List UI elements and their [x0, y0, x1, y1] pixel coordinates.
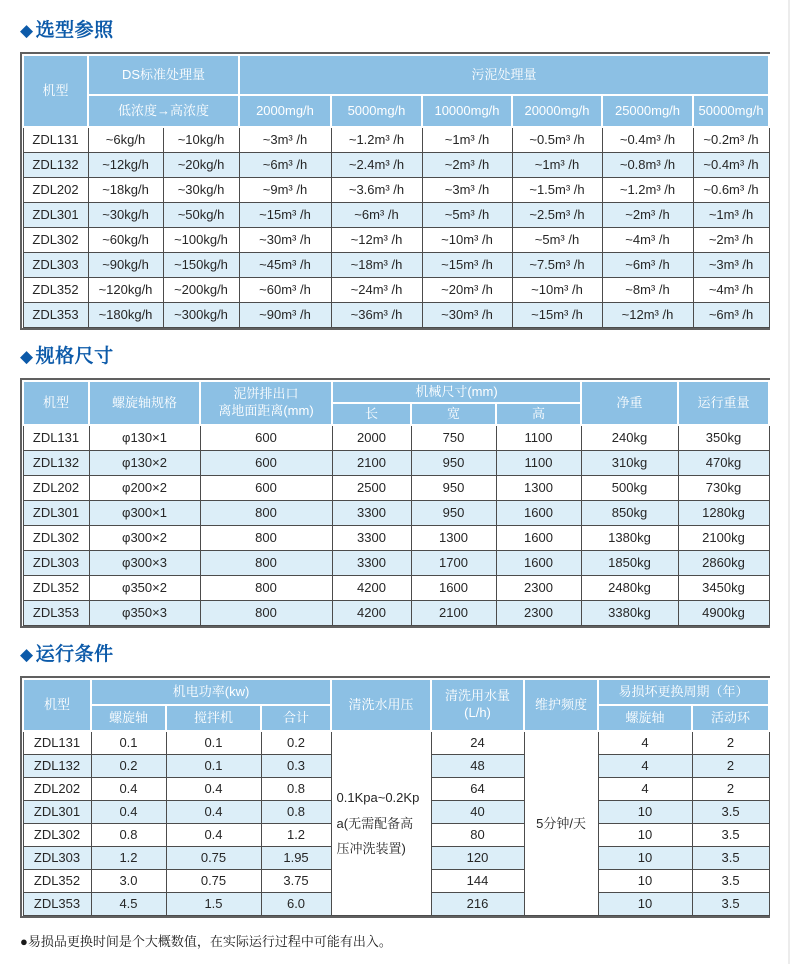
selection-table	[22, 54, 770, 328]
cell: ~1m³ /h	[422, 127, 512, 153]
cell: 2500	[332, 476, 411, 501]
model-cell: ZDL353	[23, 303, 88, 328]
cell: 950	[411, 451, 496, 476]
cell: 850kg	[581, 501, 678, 526]
cell: ~60kg/h	[88, 228, 163, 253]
cell: ~20m³ /h	[422, 278, 512, 303]
cell: ~30kg/h	[88, 203, 163, 228]
col-header-power-total: 合计	[261, 705, 331, 731]
cell: ~6m³ /h	[239, 153, 331, 178]
table-row	[23, 476, 769, 501]
model-cell: ZDL353	[23, 601, 89, 626]
section-title-selection	[20, 19, 770, 43]
cell: 1100	[496, 425, 581, 451]
model-cell: ZDL353	[23, 893, 91, 916]
col-header-maintenance: 维护频度	[524, 679, 598, 731]
cell: 10	[598, 824, 692, 847]
cell: 1300	[411, 526, 496, 551]
cell: 350kg	[678, 425, 769, 451]
cell: 3.5	[692, 824, 769, 847]
col-header-ds-capacity: DS标准处理量	[88, 55, 239, 95]
cell: ~3m³ /h	[422, 178, 512, 203]
cell: ~1.2m³ /h	[602, 178, 693, 203]
table-row	[23, 203, 769, 228]
model-cell: ZDL303	[23, 253, 88, 278]
cell: ~300kg/h	[163, 303, 239, 328]
cell: 800	[200, 601, 332, 626]
cell: 800	[200, 551, 332, 576]
table-row	[23, 278, 769, 303]
col-header-concentration: 低浓度→高浓度	[88, 95, 239, 127]
cell: ~15m³ /h	[422, 253, 512, 278]
cell: 0.4	[166, 824, 261, 847]
cell: 1280kg	[678, 501, 769, 526]
col-header-width: 宽	[411, 403, 496, 425]
cell: 2100	[332, 451, 411, 476]
cell: φ300×2	[89, 526, 200, 551]
model-cell: ZDL301	[23, 203, 88, 228]
dimensions-table-wrap	[20, 378, 770, 628]
cell: 10	[598, 847, 692, 870]
cell: 0.8	[261, 778, 331, 801]
section-title-operation	[20, 643, 770, 667]
model-cell: ZDL202	[23, 476, 89, 501]
cell: 1.2	[91, 847, 166, 870]
wash-volume-line1: 清洗用水量	[445, 688, 511, 704]
model-cell: ZDL202	[23, 178, 88, 203]
cell: 4200	[332, 576, 411, 601]
cell: 3.5	[692, 870, 769, 893]
col-header-wash-pressure: 清洗水用压	[331, 679, 431, 731]
table-row	[23, 526, 769, 551]
cell: 600	[200, 451, 332, 476]
cell: φ300×1	[89, 501, 200, 526]
cell: 950	[411, 501, 496, 526]
cell: 950	[411, 476, 496, 501]
cell: 0.1	[91, 731, 166, 755]
cell: ~8m³ /h	[602, 278, 693, 303]
col-header-length: 长	[332, 403, 411, 425]
cell: 0.8	[91, 824, 166, 847]
cell: 1600	[411, 576, 496, 601]
table-row	[23, 153, 769, 178]
cell: 48	[431, 755, 524, 778]
cell: 64	[431, 778, 524, 801]
model-cell: ZDL302	[23, 526, 89, 551]
col-header-power-screw: 螺旋轴	[91, 705, 166, 731]
table-row	[23, 303, 769, 328]
cell: ~2m³ /h	[693, 228, 769, 253]
cell: ~90kg/h	[88, 253, 163, 278]
cell: 40	[431, 801, 524, 824]
table-row	[23, 731, 769, 755]
cell: ~1m³ /h	[693, 203, 769, 228]
cell: ~60m³ /h	[239, 278, 331, 303]
model-cell: ZDL132	[23, 153, 88, 178]
cell: ~6kg/h	[88, 127, 163, 153]
cell: ~15m³ /h	[512, 303, 602, 328]
cell: ~30kg/h	[163, 178, 239, 203]
cell: φ350×2	[89, 576, 200, 601]
cell: φ300×3	[89, 551, 200, 576]
cell: 120	[431, 847, 524, 870]
cell: 3.75	[261, 870, 331, 893]
cell: ~15m³ /h	[239, 203, 331, 228]
cell: ~30m³ /h	[422, 303, 512, 328]
cell: ~6m³ /h	[602, 253, 693, 278]
cell: 2100	[411, 601, 496, 626]
cell: 600	[200, 425, 332, 451]
col-header-rate-5000: 5000mg/h	[331, 95, 422, 127]
cell: 10	[598, 801, 692, 824]
cell: 730kg	[678, 476, 769, 501]
cell: 6.0	[261, 893, 331, 916]
cell: 0.75	[166, 847, 261, 870]
diamond-icon: ◆	[20, 21, 34, 40]
cell: 470kg	[678, 451, 769, 476]
cell: 3.5	[692, 847, 769, 870]
cell: 216	[431, 893, 524, 916]
model-cell: ZDL131	[23, 425, 89, 451]
table-row	[23, 576, 769, 601]
cell: ~3m³ /h	[239, 127, 331, 153]
table-row	[23, 601, 769, 626]
model-cell: ZDL303	[23, 847, 91, 870]
table-row	[23, 451, 769, 476]
cell: 1700	[411, 551, 496, 576]
section-dimensions	[20, 345, 770, 628]
cell: 2000	[332, 425, 411, 451]
cell: ~0.6m³ /h	[693, 178, 769, 203]
cell: 0.2	[261, 731, 331, 755]
col-header-outlet-height	[200, 381, 332, 425]
cell: 1.5	[166, 893, 261, 916]
cell: ~0.4m³ /h	[693, 153, 769, 178]
cell: ~10m³ /h	[422, 228, 512, 253]
cell: ~150kg/h	[163, 253, 239, 278]
section-title-text: 选型参照	[35, 20, 114, 41]
model-cell: ZDL132	[23, 755, 91, 778]
col-header-cycle-ring: 活动环	[692, 705, 769, 731]
cell: ~7.5m³ /h	[512, 253, 602, 278]
cell: 10	[598, 893, 692, 916]
cell: 0.75	[166, 870, 261, 893]
cell: 2300	[496, 601, 581, 626]
cell: 2	[692, 778, 769, 801]
cell: 144	[431, 870, 524, 893]
cell: 0.8	[261, 801, 331, 824]
cell: ~5m³ /h	[422, 203, 512, 228]
cell: 1.95	[261, 847, 331, 870]
wash-pressure-value: 0.1Kpa~0.2Kpa(无需配备高压冲洗装置)	[331, 731, 431, 916]
operation-table-wrap	[20, 676, 770, 918]
col-header-rate-25000: 25000mg/h	[602, 95, 693, 127]
cell: 4900kg	[678, 601, 769, 626]
cell: ~50kg/h	[163, 203, 239, 228]
col-header-net-weight: 净重	[581, 381, 678, 425]
col-header-model: 机型	[23, 381, 89, 425]
cell: 2860kg	[678, 551, 769, 576]
cell: ~4m³ /h	[602, 228, 693, 253]
cell: 2100kg	[678, 526, 769, 551]
cell: 800	[200, 576, 332, 601]
cell: ~2m³ /h	[602, 203, 693, 228]
cell: 3300	[332, 526, 411, 551]
cell: ~2m³ /h	[422, 153, 512, 178]
diamond-icon: ◆	[20, 645, 34, 664]
cell: 3380kg	[581, 601, 678, 626]
cell: 1300	[496, 476, 581, 501]
cell: 2300	[496, 576, 581, 601]
cell: ~2.5m³ /h	[512, 203, 602, 228]
col-header-operating-weight: 运行重量	[678, 381, 769, 425]
cell: 0.3	[261, 755, 331, 778]
cell: 0.4	[91, 801, 166, 824]
col-header-sludge-capacity: 污泥处理量	[239, 55, 769, 95]
cell: 1100	[496, 451, 581, 476]
table-row	[23, 127, 769, 153]
table-row	[23, 228, 769, 253]
cell: 0.2	[91, 755, 166, 778]
cell: 0.1	[166, 755, 261, 778]
wash-volume-line2: (L/h)	[464, 705, 491, 720]
col-header-wash-volume	[431, 679, 524, 731]
cell: ~12m³ /h	[602, 303, 693, 328]
cell: 3.5	[692, 893, 769, 916]
cell: ~3.6m³ /h	[331, 178, 422, 203]
section-operating-conditions	[20, 643, 770, 918]
cell: 2480kg	[581, 576, 678, 601]
cell: ~1.5m³ /h	[512, 178, 602, 203]
cell: φ130×2	[89, 451, 200, 476]
cell: 24	[431, 731, 524, 755]
cell: ~36m³ /h	[331, 303, 422, 328]
cell: ~10m³ /h	[512, 278, 602, 303]
dimensions-table	[22, 380, 770, 626]
col-header-screw-spec: 螺旋轴规格	[89, 381, 200, 425]
section-title-dimensions	[20, 345, 770, 369]
cell: ~18kg/h	[88, 178, 163, 203]
cell: ~3m³ /h	[693, 253, 769, 278]
col-header-model: 机型	[23, 679, 91, 731]
model-cell: ZDL202	[23, 778, 91, 801]
cell: 750	[411, 425, 496, 451]
selection-table-wrap	[20, 52, 770, 330]
cell: 4.5	[91, 893, 166, 916]
cell: 1850kg	[581, 551, 678, 576]
section-title-text: 运行条件	[35, 644, 114, 665]
cell: ~24m³ /h	[331, 278, 422, 303]
model-cell: ZDL352	[23, 278, 88, 303]
cell: 240kg	[581, 425, 678, 451]
outlet-height-line1: 泥饼排出口	[233, 386, 299, 402]
col-header-rate-50000: 50000mg/h	[693, 95, 769, 127]
cell: ~5m³ /h	[512, 228, 602, 253]
outlet-height-line2: 离地面距离(mm)	[218, 403, 314, 418]
cell: ~0.2m³ /h	[693, 127, 769, 153]
col-header-rate-10000: 10000mg/h	[422, 95, 512, 127]
cell: ~9m³ /h	[239, 178, 331, 203]
cell: ~0.8m³ /h	[602, 153, 693, 178]
cell: 0.4	[166, 778, 261, 801]
cell: 10	[598, 870, 692, 893]
col-header-replacement-cycle: 易损坏更换周期（年）	[598, 679, 769, 705]
cell: 1600	[496, 501, 581, 526]
cell: 0.4	[91, 778, 166, 801]
cell: ~120kg/h	[88, 278, 163, 303]
cell: φ350×3	[89, 601, 200, 626]
cell: 1.2	[261, 824, 331, 847]
cell: 3.0	[91, 870, 166, 893]
table-row	[23, 551, 769, 576]
col-header-power: 机电功率(kw)	[91, 679, 331, 705]
cell: ~18m³ /h	[331, 253, 422, 278]
cell: 500kg	[581, 476, 678, 501]
table-row	[23, 178, 769, 203]
cell: 2	[692, 755, 769, 778]
cell: ~6m³ /h	[331, 203, 422, 228]
cell: 800	[200, 501, 332, 526]
cell: 3450kg	[678, 576, 769, 601]
model-cell: ZDL301	[23, 501, 89, 526]
cell: ~0.4m³ /h	[602, 127, 693, 153]
cell: ~200kg/h	[163, 278, 239, 303]
model-cell: ZDL302	[23, 824, 91, 847]
model-cell: ZDL132	[23, 451, 89, 476]
cell: 3300	[332, 501, 411, 526]
cell: 0.4	[166, 801, 261, 824]
col-header-cycle-screw: 螺旋轴	[598, 705, 692, 731]
model-cell: ZDL303	[23, 551, 89, 576]
cell: 0.1	[166, 731, 261, 755]
cell: ~12m³ /h	[331, 228, 422, 253]
cell: 4	[598, 778, 692, 801]
table-row	[23, 425, 769, 451]
model-cell: ZDL131	[23, 731, 91, 755]
model-cell: ZDL131	[23, 127, 88, 153]
cell: ~10kg/h	[163, 127, 239, 153]
model-cell: ZDL301	[23, 801, 91, 824]
cell: ~180kg/h	[88, 303, 163, 328]
table-row	[23, 253, 769, 278]
cell: ~12kg/h	[88, 153, 163, 178]
cell: 4200	[332, 601, 411, 626]
cell: 3300	[332, 551, 411, 576]
diamond-icon: ◆	[20, 347, 34, 366]
col-header-power-mixer: 搅拌机	[166, 705, 261, 731]
cell: ~2.4m³ /h	[331, 153, 422, 178]
cell: 310kg	[581, 451, 678, 476]
col-header-rate-20000: 20000mg/h	[512, 95, 602, 127]
cell: ~20kg/h	[163, 153, 239, 178]
cell: φ130×1	[89, 425, 200, 451]
cell: 4	[598, 755, 692, 778]
cell: ~100kg/h	[163, 228, 239, 253]
col-header-machine-size: 机械尺寸(mm)	[332, 381, 581, 403]
model-cell: ZDL352	[23, 576, 89, 601]
cell: ~6m³ /h	[693, 303, 769, 328]
footnote: ●易损品更换时间是个大概数值，在实际运行过程中可能有出入。	[20, 934, 392, 949]
cell: φ200×2	[89, 476, 200, 501]
col-header-height: 高	[496, 403, 581, 425]
cell: ~30m³ /h	[239, 228, 331, 253]
cell: 1600	[496, 551, 581, 576]
cell: 800	[200, 526, 332, 551]
model-cell: ZDL352	[23, 870, 91, 893]
operation-table	[22, 678, 770, 916]
cell: ~90m³ /h	[239, 303, 331, 328]
cell: 2	[692, 731, 769, 755]
cell: 80	[431, 824, 524, 847]
cell: ~1.2m³ /h	[331, 127, 422, 153]
cell: ~4m³ /h	[693, 278, 769, 303]
cell: 600	[200, 476, 332, 501]
cell: ~0.5m³ /h	[512, 127, 602, 153]
model-cell: ZDL302	[23, 228, 88, 253]
col-header-rate-2000: 2000mg/h	[239, 95, 331, 127]
cell: 1600	[496, 526, 581, 551]
section-title-text: 规格尺寸	[35, 346, 114, 367]
section-selection-reference	[20, 19, 770, 330]
cell: ~45m³ /h	[239, 253, 331, 278]
col-header-model: 机型	[23, 55, 88, 127]
cell: 3.5	[692, 801, 769, 824]
cell: 4	[598, 731, 692, 755]
table-row	[23, 501, 769, 526]
maintenance-frequency-value: 5分钟/天	[524, 731, 598, 916]
cell: 1380kg	[581, 526, 678, 551]
cell: ~1m³ /h	[512, 153, 602, 178]
